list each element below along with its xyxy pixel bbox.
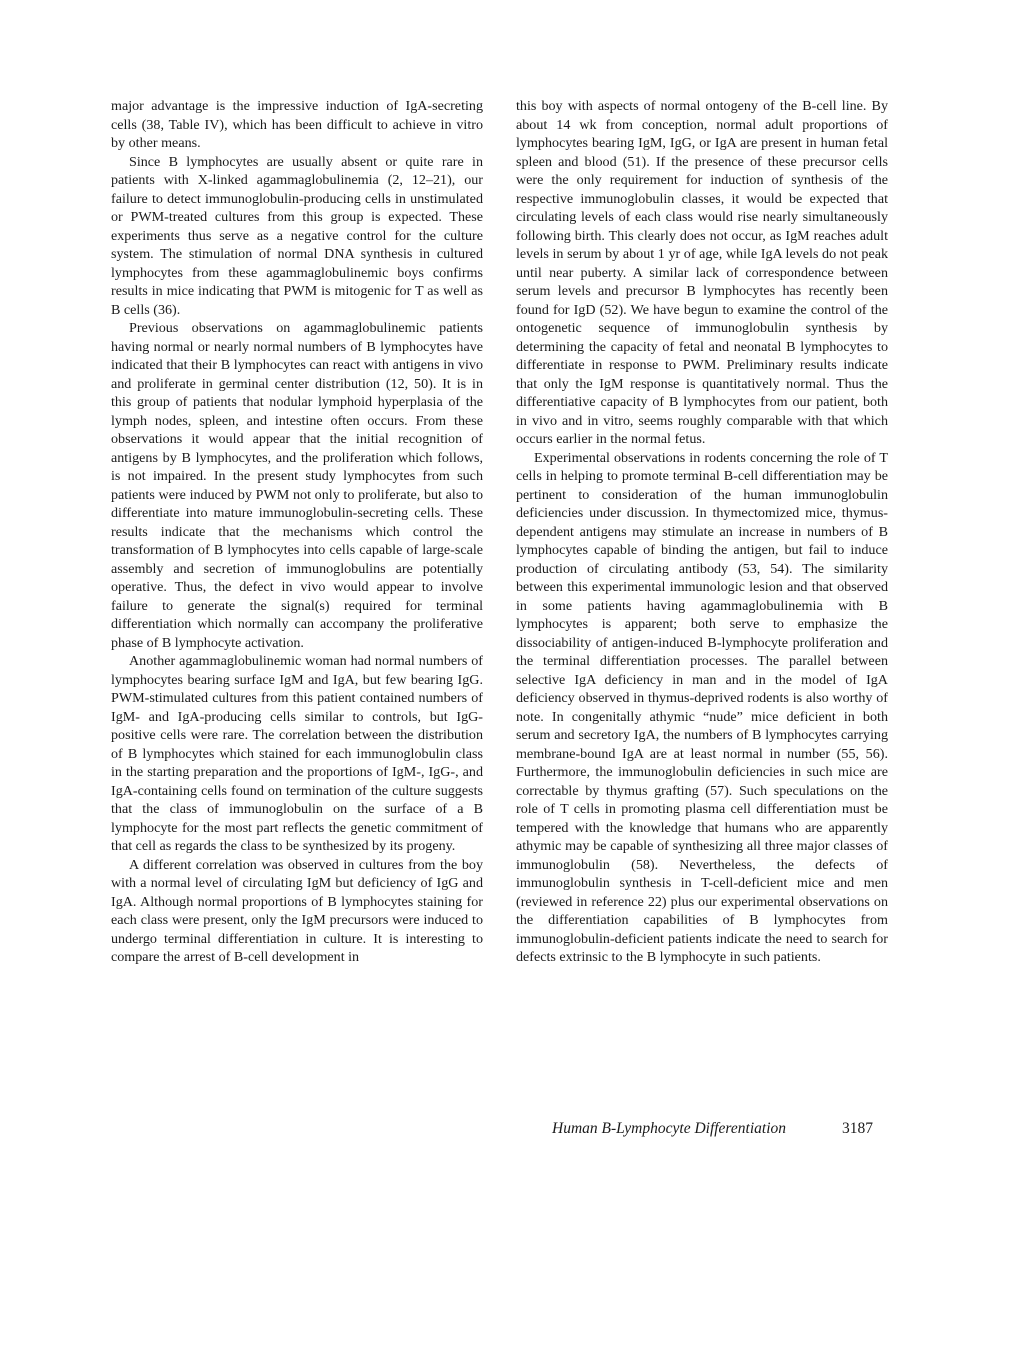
paragraph: this boy with aspects of normal ontogeny of the B-cell line. By about 14 wk from conception, normal adult proportions of lymphocytes bearing IgM, IgG, or IgA are present in human fetal spleen and blood (51). If the presence of these precursor cells were the only requirement for induction of synthesis of the respective immunoglobulin classes, it would be expected that circulating levels of each class would rise nearly simultaneously following birth. This clearly does not occur, as IgM reaches adult levels in serum by about 1 yr of age, while IgA levels do not peak until near puberty. A similar lack of correspondence between serum levels and precursor B lymphocytes has recently been found for IgD (52). We have begun to examine the control of the ontogenetic sequence of immunoglobulin synthesis by determining the capacity of fetal and neonatal B lymphocytes to differentiate in response to PWM. Preliminary results indicate that only the IgM response is quantitatively normal. Thus the differentiative capacity of B lymphocytes from our patient, both in vivo and in vitro, seems roughly comparable with that which occurs earlier in the normal fetus. [516, 98, 888, 447]
right-column [516, 97, 888, 967]
paragraph: major advantage is the impressive induction of IgA-secreting cells (38, Table IV), which has been difficult to achieve in vitro by other means. [111, 98, 483, 151]
paragraph: Experimental observations in rodents concerning the role of T cells in helping to promote terminal B-cell differentiation may be pertinent to consideration of the human immunoglobulin deficiencies under discussion. In thymectomized mice, thymus-dependent antigens may stimulate an increase in numbers of B lymphocytes capable of binding the antigen, but fail to induce production of circulating antibody (53, 54). The similarity between this experimental immunologic lesion and that observed in some patients having agammaglobulinemia with B lymphocytes is apparent; both serve to emphasize the dissociability of antigen-induced B-lymphocyte proliferation and the terminal differentiation processes. The parallel between selective IgA deficiency in man and in the model of IgA deficiency observed in thymus-deprived rodents is also worthy of note. In congenitally athymic “nude” mice deficient in both serum and secretory IgA, the numbers of B lymphocytes carrying membrane-bound IgA are at least normal in number (55, 56). Furthermore, the immunoglobulin deficiencies in such mice are correctable by thymus grafting (57). Such speculations on the role of T cells in promoting plasma cell differentiation must be tempered with the knowledge that humans who are apparently athymic may be capable of synthesizing all three major classes of immunoglobulin (58). Nevertheless, the defects of immunoglobulin synthesis in T-cell-deficient mice and men (reviewed in reference 22) plus our experimental observations on the differentiation capabilities of B lymphocytes from immunoglobulin-deficient patients indicate the need to search for defects extrinsic to the B lymphocyte in such patients. [516, 449, 888, 965]
paragraph: A different correlation was observed in cultures from the boy with a normal level of circulating IgM but deficiency of IgG and IgA. Although normal proportions of B lymphocytes staining for each class were present, only the IgM precursors were induced to undergo terminal differentiation in culture. It is interesting to compare the arrest of B-cell development in [111, 856, 483, 965]
left-column [111, 97, 483, 967]
page-footer [552, 1120, 887, 1138]
running-title: Human B-Lymphocyte Differentiation [552, 1120, 786, 1137]
page-number: 3187 [842, 1120, 873, 1137]
paragraph: Since B lymphocytes are usually absent or quite rare in patients with X-linked agammaglobulinemia (2, 12–21), our failure to detect immunoglobulin-producing cells in unstimulated or PWM-treated cultures from this group is expected. These experiments thus serve as a negative control for the culture system. The stimulation of normal DNA synthesis in cultured lymphocytes from these agammaglobulinemic boys confirms results in mice indicating that PWM is mitogenic for T as well as B cells (36). [111, 153, 483, 318]
paragraph: Another agammaglobulinemic woman had normal numbers of lymphocytes bearing surface IgM and IgA, but few bearing IgG. PWM-stimulated cultures from this patient contained numbers of IgM- and IgA-producing cells similar to controls, but IgG-positive cells were rare. The correlation between the distribution of B lymphocytes which stained for each immunoglobulin class in the starting preparation and the proportions of IgM-, IgG-, and IgA-containing cells found on termination of the culture suggests that the class of immunoglobulin on the surface of a B lymphocyte for the most part reflects the genetic commitment of that cell as regards the class to be synthesized by its progeny. [111, 653, 483, 854]
paragraph: Previous observations on agammaglobulinemic patients having normal or nearly normal numbers of B lymphocytes have indicated that their B lymphocytes can react with antigens in vivo and proliferate in germinal center distribution (12, 50). It is in this group of patients that nodular lymphoid hyperplasia of the lymph nodes, spleen, and intestine often occurs. From these observations it would appear that the initial recognition of antigens by B lymphocytes, and the proliferation which follows, is not impaired. In the present study lymphocytes from such patients were induced by PWM not only to proliferate, but also to differentiate into mature immunoglobulin-secreting cells. These results indicate that the mechanisms which control the transformation of B lymphocytes into cells capable of large-scale assembly and secretion of immunoglobulins are potentially operative. Thus, the defect in vivo would appear to involve failure to generate the signal(s) required for terminal differentiation which normally can accompany the proliferative phase of B lymphocyte activation. [111, 320, 483, 651]
